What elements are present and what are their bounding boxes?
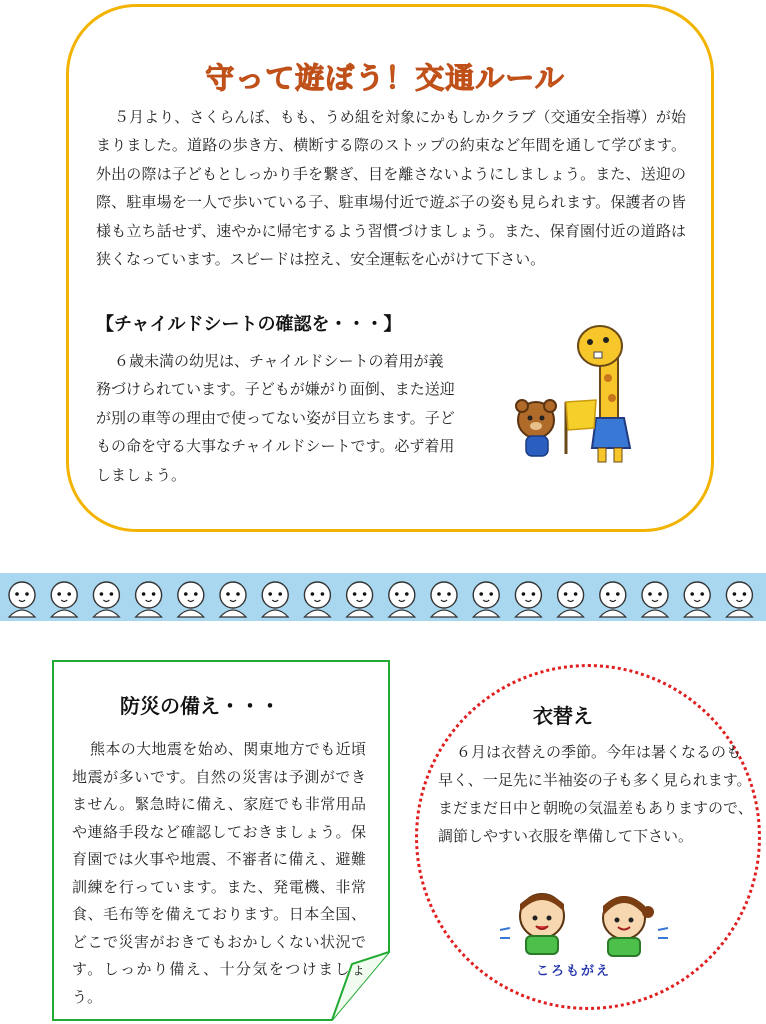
- teru-teru-bozu-doll: [136, 582, 162, 617]
- teru-teru-bozu-doll: [431, 582, 457, 617]
- teru-teru-bozu-doll: [220, 582, 246, 617]
- clothes-change-title: 衣替え: [533, 704, 593, 728]
- teru-teru-bozu-doll: [93, 582, 119, 617]
- teru-teru-bozu-doll: [9, 582, 35, 617]
- disaster-prep-title: 防災の備え・・・: [120, 694, 280, 718]
- teru-teru-bozu-doll: [726, 582, 752, 617]
- giraffe-bear-illustration: [508, 318, 648, 468]
- teru-teru-bozu-doll: [600, 582, 626, 617]
- teru-teru-bozu-doll: [684, 582, 710, 617]
- child-seat-body: ６歳未満の幼児は、チャイルドシートの着用が義務づけられています。子どもが嫌がり面倒、また送迎が別の車等の理由で使ってない姿が目立ちます。子どもの命を守る大事なチャイルドシートです。必ず着用しましょう。: [96, 352, 455, 484]
- teru-teru-bozu-doll: [642, 582, 668, 617]
- disaster-prep-body: 熊本の大地震を始め、関東地方でも近頃地震が多いです。自然の災害は予測ができません。緊急時に備え、家庭でも非常用品や連絡手段など確認しておきましょう。保育園では火事や地震、不審者に備え、避難訓練を行っています。また、発電機、非常食、毛布等を備えております。日本全国、どこで災害がおきてもおかしくない状況です。しっかり備え、十分気をつけましょう。: [72, 740, 366, 1006]
- teru-teru-bozu-doll: [558, 582, 584, 617]
- teru-teru-bozu-doll: [262, 582, 288, 617]
- traffic-rules-body: ５月より、さくらんぼ、もも、うめ組を対象にかもしかクラブ（交通安全指導）が始まりました。道路の歩き方、横断する際のストップの約束など年間を通して学びます。外出の際は子どもとしっかり手を繋ぎ、目を離さないようにしましょう。また、送迎の際、駐車場を一人で歩いている子、駐車場付近で遊ぶ子の姿も見られます。保護者の皆様も立ち話せず、速やかに帰宅するよう習慣づけましょう。また、保育園付近の道路は狭くなっています。スピードは控え、安全運転を心がけて下さい。: [96, 108, 686, 269]
- teru-teru-bozu-doll: [347, 582, 373, 617]
- teru-teru-bozu-doll: [51, 582, 77, 617]
- teru-teru-bozu-dolls: [0, 573, 766, 621]
- traffic-rules-title: 守って遊ぼう！交通ルール: [205, 61, 565, 95]
- teru-teru-bozu-doll: [515, 582, 541, 617]
- teru-teru-bozu-doll: [304, 582, 330, 617]
- kids-illustration: [496, 890, 672, 962]
- teru-teru-bozu-doll: [389, 582, 415, 617]
- kids-illustration-caption: ころもがえ: [536, 964, 612, 979]
- clothes-change-body: ６月は衣替えの季節。今年は暑くなるのも早く、一足先に半袖姿の子も多く見られます。まだまだ日中と朝晩の気温差もありますので、調節しやすい衣服を準備して下さい。: [438, 743, 753, 845]
- teru-teru-bozu-doll: [473, 582, 499, 617]
- teru-teru-bozu-doll: [178, 582, 204, 617]
- child-seat-heading: 【チャイルドシートの確認を・・・】: [96, 314, 402, 335]
